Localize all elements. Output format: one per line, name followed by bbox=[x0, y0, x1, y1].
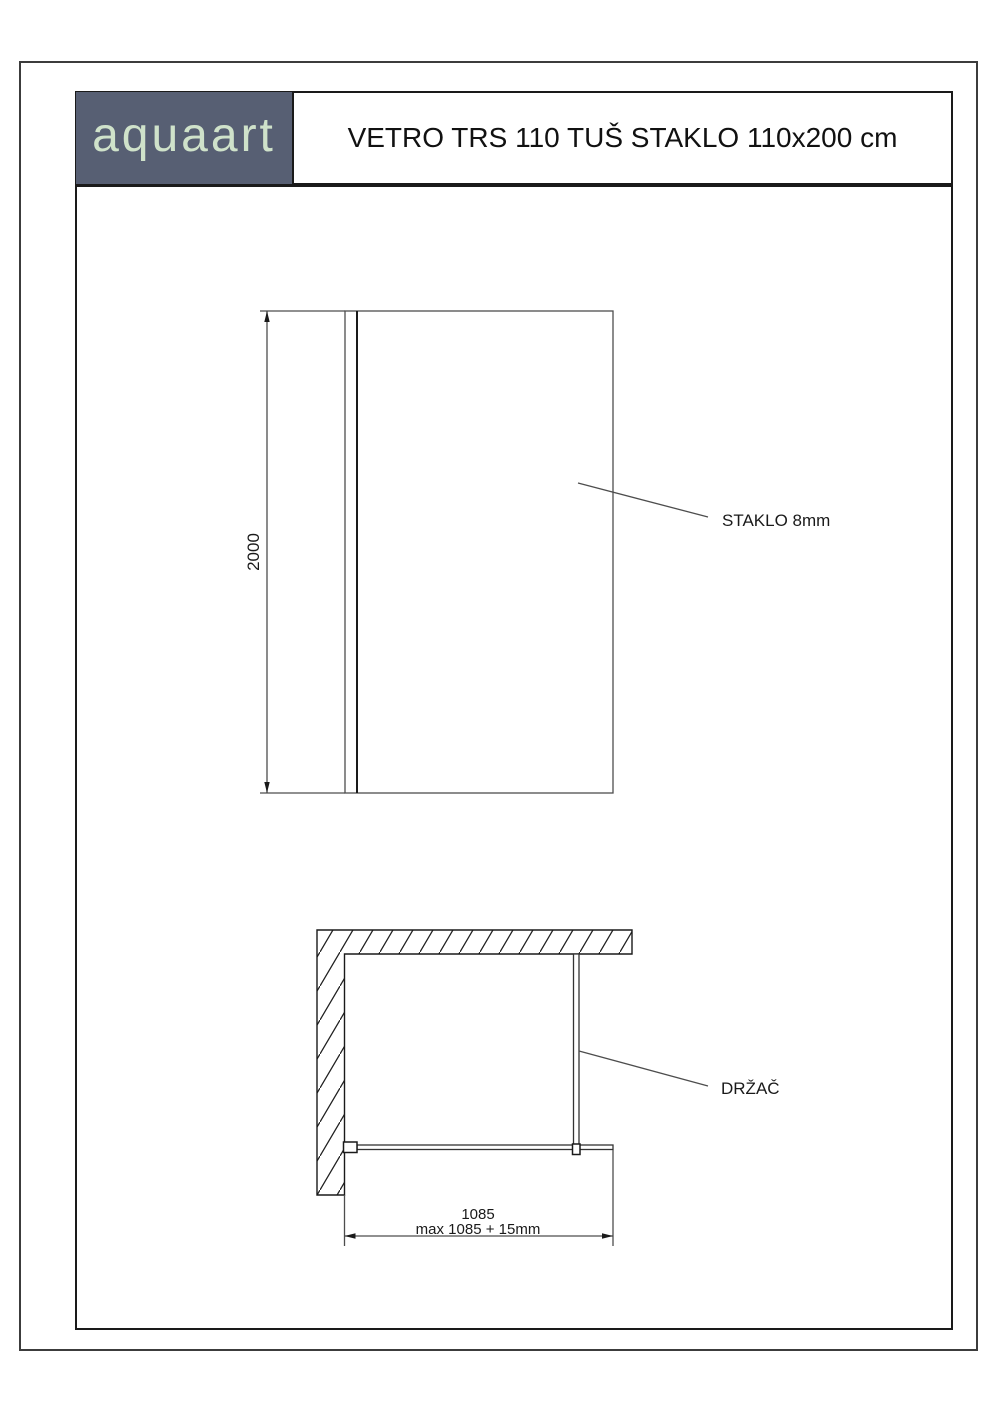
arrowhead-right bbox=[602, 1233, 613, 1238]
support-bar bbox=[574, 954, 580, 1145]
glass-panel-outline bbox=[345, 311, 613, 793]
wall-profile-block bbox=[344, 1142, 358, 1153]
page-title: VETRO TRS 110 TUŠ STAKLO 110x200 cm bbox=[347, 122, 898, 153]
glass-label-group bbox=[578, 483, 830, 530]
plan-view bbox=[317, 930, 780, 1246]
width-dimension-max-text: max 1085 + 15mm bbox=[415, 1221, 541, 1238]
logo-text: aquaart bbox=[92, 109, 276, 162]
arrowhead-left bbox=[345, 1233, 356, 1238]
support-connector bbox=[573, 1144, 581, 1155]
holder-leader-line bbox=[579, 1051, 708, 1086]
glass-label: STAKLO 8mm bbox=[722, 511, 831, 530]
arrowhead-up bbox=[264, 311, 269, 322]
holder-label-group bbox=[579, 1051, 780, 1098]
front-view bbox=[244, 311, 830, 793]
width-dimension-text: 1085 bbox=[461, 1206, 495, 1223]
arrowhead-down bbox=[264, 782, 269, 793]
height-dimension-text: 2000 bbox=[244, 533, 263, 571]
width-dimension bbox=[345, 1150, 614, 1246]
wall-hatched bbox=[317, 930, 632, 1195]
glass-leader-line bbox=[578, 483, 708, 517]
height-dimension bbox=[244, 311, 345, 793]
holder-label: DRŽAČ bbox=[721, 1079, 780, 1098]
